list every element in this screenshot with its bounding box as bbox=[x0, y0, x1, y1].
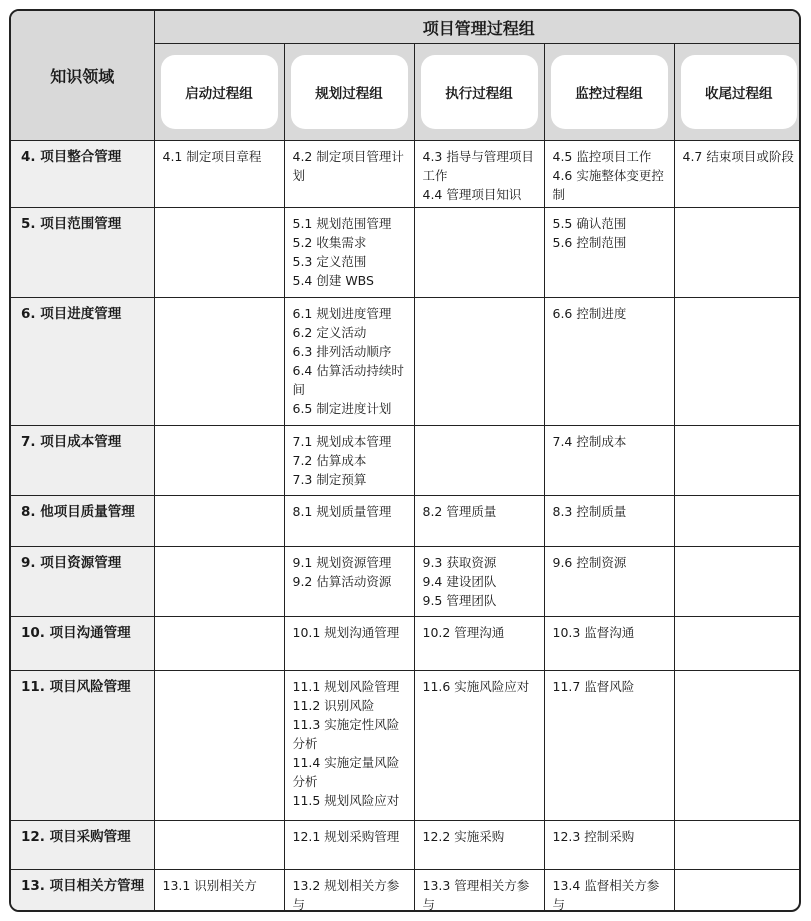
process-item: 9.2 估算活动资源 bbox=[292, 574, 392, 589]
process-cell bbox=[544, 821, 674, 870]
process-item: 7.1 规划成本管理 bbox=[292, 434, 392, 449]
process-item: 6.3 排列活动顺序 bbox=[292, 344, 392, 359]
process-item: 11.6 实施风险应对 bbox=[422, 679, 530, 694]
knowledge-area-label: 11. 项目风险管理 bbox=[11, 671, 154, 821]
process-group-table-frame bbox=[9, 9, 801, 912]
process-cell bbox=[414, 298, 544, 426]
process-cell bbox=[284, 496, 414, 547]
process-item: 12.1 规划采购管理 bbox=[292, 829, 400, 844]
process-item: 5.1 规划范围管理 bbox=[292, 216, 392, 231]
process-item: 13.4 监督相关方参与 bbox=[552, 878, 660, 912]
process-cell bbox=[674, 141, 801, 208]
process-cell bbox=[284, 821, 414, 870]
process-item: 6.4 估算活动持续时间 bbox=[292, 363, 404, 397]
process-cell bbox=[414, 208, 544, 298]
knowledge-area-label: 7. 项目成本管理 bbox=[11, 426, 154, 496]
process-cell bbox=[544, 141, 674, 208]
process-cell bbox=[414, 617, 544, 671]
process-cell bbox=[674, 426, 801, 496]
knowledge-area-label: 4. 项目整合管理 bbox=[11, 141, 154, 208]
process-item: 13.2 规划相关方参与 bbox=[292, 878, 400, 912]
process-cell bbox=[674, 298, 801, 426]
process-item: 12.3 控制采购 bbox=[552, 829, 635, 844]
process-item: 8.2 管理质量 bbox=[422, 504, 497, 519]
pg-header-closing bbox=[674, 44, 801, 141]
process-cell bbox=[154, 496, 284, 547]
process-cell bbox=[154, 671, 284, 821]
process-item: 4.1 制定项目章程 bbox=[162, 149, 262, 164]
knowledge-area-header: 知识领域 bbox=[11, 11, 154, 141]
process-cell bbox=[284, 141, 414, 208]
process-item: 11.3 实施定性风险分析 bbox=[292, 717, 400, 751]
process-cell bbox=[544, 547, 674, 617]
process-item: 7.4 控制成本 bbox=[552, 434, 627, 449]
process-cell bbox=[284, 671, 414, 821]
knowledge-area-label: 8. 他项目质量管理 bbox=[11, 496, 154, 547]
process-item: 8.1 规划质量管理 bbox=[292, 504, 392, 519]
process-cell bbox=[544, 671, 674, 821]
process-cell bbox=[544, 298, 674, 426]
process-item: 10.2 管理沟通 bbox=[422, 625, 505, 640]
process-item: 10.1 规划沟通管理 bbox=[292, 625, 400, 640]
pg-label: 启动过程组 bbox=[161, 55, 278, 129]
process-item: 4.3 指导与管理项目工作 bbox=[422, 149, 534, 183]
process-cell bbox=[674, 821, 801, 870]
table-body bbox=[11, 141, 801, 913]
table-row bbox=[11, 671, 801, 821]
process-cell bbox=[674, 870, 801, 913]
process-item: 9.3 获取资源 bbox=[422, 555, 497, 570]
process-item: 13.1 识别相关方 bbox=[162, 878, 257, 893]
pg-header-planning bbox=[284, 44, 414, 141]
process-cell bbox=[154, 821, 284, 870]
process-cell bbox=[674, 617, 801, 671]
process-cell bbox=[154, 208, 284, 298]
process-cell bbox=[154, 870, 284, 913]
knowledge-area-label: 5. 项目范围管理 bbox=[11, 208, 154, 298]
process-item: 7.2 估算成本 bbox=[292, 453, 367, 468]
process-cell bbox=[674, 496, 801, 547]
process-cell bbox=[544, 426, 674, 496]
table-row bbox=[11, 426, 801, 496]
process-cell bbox=[414, 496, 544, 547]
process-item: 11.7 监督风险 bbox=[552, 679, 635, 694]
process-cell bbox=[154, 141, 284, 208]
process-cell bbox=[674, 671, 801, 821]
pg-header-executing bbox=[414, 44, 544, 141]
process-cell bbox=[544, 870, 674, 913]
process-cell bbox=[414, 671, 544, 821]
process-cell bbox=[154, 547, 284, 617]
process-cell bbox=[674, 208, 801, 298]
process-item: 4.4 管理项目知识 bbox=[422, 187, 522, 202]
process-item: 12.2 实施采购 bbox=[422, 829, 505, 844]
process-item: 5.4 创建 WBS bbox=[292, 273, 374, 288]
process-item: 4.5 监控项目工作 bbox=[552, 149, 652, 164]
process-item: 11.5 规划风险应对 bbox=[292, 793, 400, 808]
process-cell bbox=[414, 821, 544, 870]
process-cell bbox=[154, 298, 284, 426]
process-cell bbox=[154, 426, 284, 496]
process-item: 11.1 规划风险管理 bbox=[292, 679, 400, 694]
table-row bbox=[11, 496, 801, 547]
knowledge-area-label: 6. 项目进度管理 bbox=[11, 298, 154, 426]
pg-label: 收尾过程组 bbox=[681, 55, 798, 129]
process-item: 6.6 控制进度 bbox=[552, 306, 627, 321]
knowledge-area-label: 12. 项目采购管理 bbox=[11, 821, 154, 870]
process-item: 6.2 定义活动 bbox=[292, 325, 367, 340]
process-item: 5.3 定义范围 bbox=[292, 254, 367, 269]
process-item: 9.1 规划资源管理 bbox=[292, 555, 392, 570]
process-item: 9.5 管理团队 bbox=[422, 593, 497, 608]
pg-label: 执行过程组 bbox=[421, 55, 538, 129]
process-item: 6.5 制定进度计划 bbox=[292, 401, 392, 416]
process-groups-title: 项目管理过程组 bbox=[154, 11, 801, 44]
process-item: 4.6 实施整体变更控制 bbox=[552, 168, 664, 202]
process-item: 4.2 制定项目管理计划 bbox=[292, 149, 404, 183]
process-cell bbox=[284, 870, 414, 913]
process-item: 8.3 控制质量 bbox=[552, 504, 627, 519]
process-cell bbox=[414, 547, 544, 617]
pg-label: 规划过程组 bbox=[291, 55, 408, 129]
process-cell bbox=[154, 617, 284, 671]
pg-header-initiating bbox=[154, 44, 284, 141]
process-cell bbox=[544, 208, 674, 298]
table-row bbox=[11, 547, 801, 617]
process-item: 9.6 控制资源 bbox=[552, 555, 627, 570]
process-item: 11.4 实施定量风险分析 bbox=[292, 755, 400, 789]
process-item: 13.3 管理相关方参与 bbox=[422, 878, 530, 912]
process-item: 5.5 确认范围 bbox=[552, 216, 627, 231]
process-item: 5.2 收集需求 bbox=[292, 235, 367, 250]
knowledge-area-label: 10. 项目沟通管理 bbox=[11, 617, 154, 671]
pg-header-monitoring bbox=[544, 44, 674, 141]
process-item: 9.4 建设团队 bbox=[422, 574, 497, 589]
table-row bbox=[11, 298, 801, 426]
process-cell bbox=[284, 617, 414, 671]
knowledge-area-label: 13. 项目相关方管理 bbox=[11, 870, 154, 913]
table-row bbox=[11, 141, 801, 208]
process-cell bbox=[414, 870, 544, 913]
process-cell bbox=[284, 547, 414, 617]
process-item: 7.3 制定预算 bbox=[292, 472, 367, 487]
process-group-matrix bbox=[11, 11, 801, 912]
process-cell bbox=[674, 547, 801, 617]
process-cell bbox=[414, 141, 544, 208]
pg-label: 监控过程组 bbox=[551, 55, 668, 129]
knowledge-area-label: 9. 项目资源管理 bbox=[11, 547, 154, 617]
table-row bbox=[11, 208, 801, 298]
process-cell bbox=[284, 298, 414, 426]
process-item: 10.3 监督沟通 bbox=[552, 625, 635, 640]
process-item: 4.7 结束项目或阶段 bbox=[682, 149, 794, 164]
process-cell bbox=[284, 208, 414, 298]
process-item: 6.1 规划进度管理 bbox=[292, 306, 392, 321]
table-row bbox=[11, 617, 801, 671]
process-cell bbox=[284, 426, 414, 496]
process-cell bbox=[414, 426, 544, 496]
table-row bbox=[11, 870, 801, 913]
table-row bbox=[11, 821, 801, 870]
process-cell bbox=[544, 496, 674, 547]
process-cell bbox=[544, 617, 674, 671]
process-item: 5.6 控制范围 bbox=[552, 235, 627, 250]
process-item: 11.2 识别风险 bbox=[292, 698, 375, 713]
